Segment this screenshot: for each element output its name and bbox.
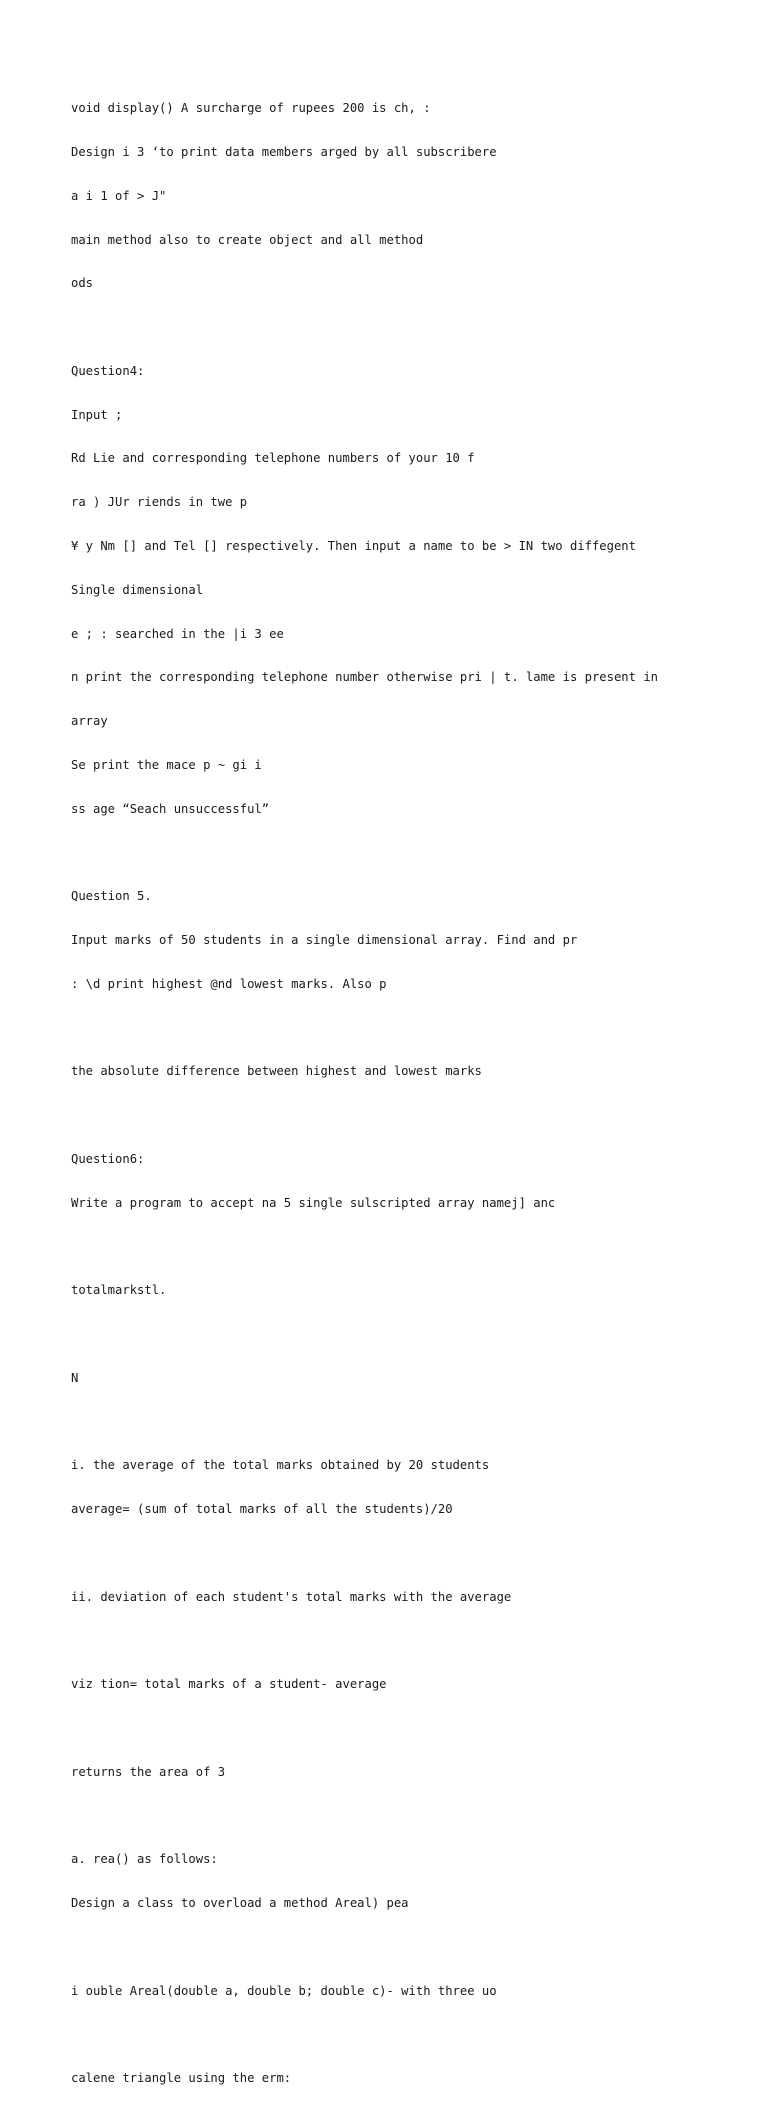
text-line: Input marks of 50 students in a single dimensional array. Find and pr xyxy=(71,933,578,948)
text-line: Write a program to accept na 5 single sulscripted array namej] anc xyxy=(71,1195,556,1210)
question-4-heading: Question4: xyxy=(71,363,145,378)
text-line: N xyxy=(71,1370,79,1385)
text-line: totalmarkstl. xyxy=(71,1283,167,1298)
blank-line xyxy=(71,1108,761,1123)
document-text xyxy=(71,72,761,2115)
text-line: Single dimensional xyxy=(71,582,204,597)
text-line: : \d print highest @nd lowest marks. Also p xyxy=(71,976,387,991)
text-line: n print the corresponding telephone number otherwise pri | t. lame is present in xyxy=(71,670,658,685)
text-line: ra ) JUr riends in twe p xyxy=(71,495,248,510)
text-line: array xyxy=(71,714,108,729)
text-line: ss age “Seach unsuccessful” xyxy=(71,801,270,816)
question-5-heading: Question 5. xyxy=(71,889,152,904)
blank-line xyxy=(71,1021,761,1036)
text-line: a. rea() as follows: xyxy=(71,1852,218,1867)
text-line: i. the average of the total marks obtained by 20 students xyxy=(71,1458,490,1473)
text-line: e ; : searched in the |i 3 ee xyxy=(71,626,284,641)
text-line: ods xyxy=(71,276,94,291)
blank-line xyxy=(71,2028,761,2043)
blank-line xyxy=(71,845,761,860)
blank-line xyxy=(71,1940,761,1955)
text-line: the absolute difference between highest and lowest marks xyxy=(71,1064,482,1079)
blank-line xyxy=(71,1327,761,1342)
blank-line xyxy=(71,1721,761,1736)
question-6-heading: Question6: xyxy=(71,1151,145,1166)
text-line: average= (sum of total marks of all the students)/20 xyxy=(71,1502,453,1517)
text-line: Design i 3 ‘to print data members arged by all subscribere xyxy=(71,144,497,159)
blank-line xyxy=(71,1415,761,1430)
text-line: i ouble Areal(double a, double b; double c)- with three uo xyxy=(71,1983,497,1998)
blank-line xyxy=(71,1546,761,1561)
blank-line xyxy=(71,1634,761,1649)
text-line: Input ; xyxy=(71,407,123,422)
text-line: main method also to create object and all method xyxy=(71,232,424,247)
blank-line xyxy=(71,320,761,335)
text-line: a i 1 of > J" xyxy=(71,188,167,203)
text-line: ¥ y Nm [] and Tel [] respectively. Then input a name to be > IN two diffegent xyxy=(71,539,636,553)
text-line: calene triangle using the erm: xyxy=(71,2071,292,2086)
blank-line xyxy=(71,1240,761,1255)
text-line: ii. deviation of each student's total marks with the average xyxy=(71,1589,512,1604)
text-line: void display() A surcharge of rupees 200 is ch, : xyxy=(71,101,431,116)
text-line: Se print the mace p ~ gi i xyxy=(71,757,262,772)
text-line: Design a class to overload a method Areal) pea xyxy=(71,1896,409,1911)
text-line: returns the area of 3 xyxy=(71,1764,226,1779)
text-line: Rd Lie and corresponding telephone numbers of your 10 f xyxy=(71,451,475,466)
text-line: viz tion= total marks of a student- average xyxy=(71,1677,387,1692)
blank-line xyxy=(71,1809,761,1824)
